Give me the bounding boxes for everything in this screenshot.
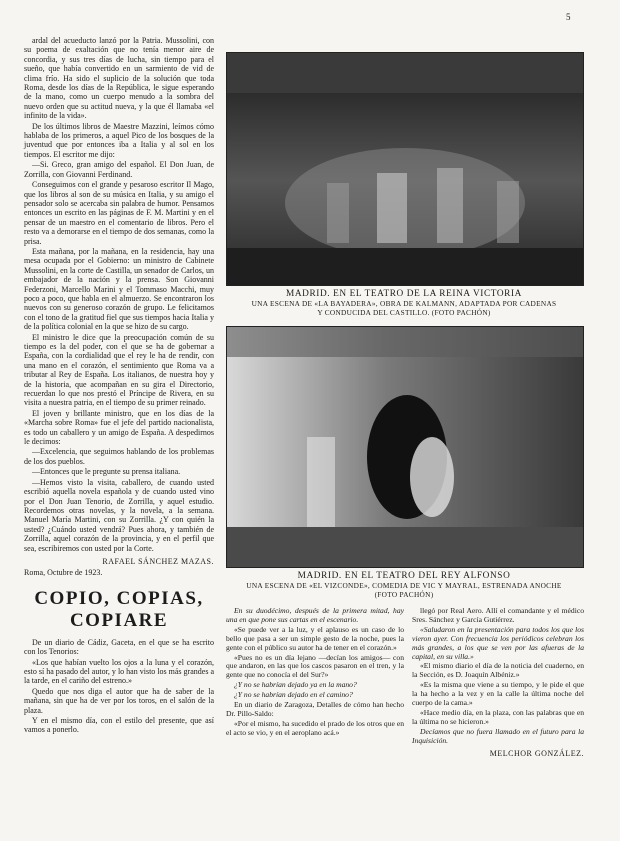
article-paragraph: En su duodécimo, después de la primera mitad, hay una en que pone sus cartas en el escenario. xyxy=(226,606,404,624)
photo-top-image xyxy=(227,53,583,285)
photo-top-caption-title: MADRID. EN EL TEATRO DE LA REINA VICTORIA xyxy=(285,289,522,299)
photo-bottom-caption-title: MADRID. EN EL TEATRO DEL REY ALFONSO xyxy=(297,571,511,581)
photo-bottom-caption xyxy=(226,572,582,599)
article-paragraph: «El mismo diario el día de la noticia del cuaderno, en la Sección, es D. Joaquín Albéniz.» xyxy=(412,661,584,680)
theater-photo-top xyxy=(226,52,584,286)
article-signature: MELCHOR GONZÁLEZ. xyxy=(489,748,584,758)
theater-photo-bottom xyxy=(226,326,584,568)
article-paragraph: Decíamos que no fuera llamado en el futuro para la Inquisición. xyxy=(412,726,584,745)
article-paragraph: Y en el mismo día, con el estilo del presente, que así vamos a ponerlo. xyxy=(24,716,214,735)
article-paragraph: De un diario de Cádiz, Gaceta, en el que se ha escrito con los Tenorios: xyxy=(24,637,214,657)
photo-bottom-caption-line: (FOTO PACHÓN) xyxy=(374,590,434,599)
article-paragraph: ardal del acueducto lanzó por la Patria. Mussolini, con su poema de exaltación que no tenía menor aire de concordia, y sus tres días de lucha, sin tiempo para el sueño, que había convertido en un sarmiento de vid de clima frío. Ha sido el suplicio de la solución que toda Roma, desde los días de la República, le sigue esperando de la mano, como un cuerpo menudo a la sombra del nuevo orden que su actitud nueva, y la que él llamaba «el infinito de la vida». xyxy=(24,36,214,121)
photo-bottom-caption-line: UNA ESCENA DE «EL VIZCONDE», COMEDIA DE VIC Y MAYRAL, ESTRENADA ANOCHE xyxy=(246,581,562,590)
page-number: 5 xyxy=(566,12,571,22)
article-paragraph: «Saludaron en la presentación para todos los que los vieron ayer. Con frecuencia los periódicos celebran los más grandes, a los que se ven por las afueras de la capital, en su villa.» xyxy=(412,624,584,661)
photo-top-caption-line: Y CONDUCIDA DEL CASTILLO. (FOTO PACHÓN) xyxy=(317,308,491,317)
headline-line-1: COPIO, COPIAS, xyxy=(34,587,204,609)
article-paragraph: Conseguimos con el grande y pesaroso escritor Il Mago, que los libros al son de su música en Italia, y su amigo el pensador solo se acercaba sin palabra de humor. Pensamos entonces un escrito en las páginas de F. M. Martini y en el pensar de un maestro en el comentario de libros. Pero el resto va a demorarse en el tiempo de dos semanas, como la prisa. xyxy=(24,180,214,246)
article-paragraph: «Los que habían vuelto los ojos a la luna y el corazón, esto sí ha pasado del autor, y lo han visto los más grandes a la tarde, en el cariño del estreno.» xyxy=(24,657,214,686)
article-paragraph: El joven y brillante ministro, que en los días de la «Marcha sobre Roma» fue el jefe del partido nacionalista, es todo un caballero y un amigo de España. A despedirnos le decimos: xyxy=(24,408,214,447)
article-paragraph: «Se puede ver a la luz, y el aplauso es un caso de lo bello que pasa a ser un simple gesto de la noche, pues la gente con el público su autor ha de tener en el corazón.» xyxy=(226,624,404,652)
article-dateline: Roma, Octubre de 1923. xyxy=(24,568,103,578)
article-paragraph: —Si. Greco, gran amigo del español. El Don Juan, de Zorrilla, con Giovanni Ferdinand. xyxy=(24,160,214,179)
article-paragraph: ¿Y no se habrían dejado ya en la mano? xyxy=(234,680,357,690)
lower-right-column xyxy=(412,607,584,761)
article-paragraph: —Entonces que le pregunte su prensa italiana. xyxy=(32,467,181,477)
article-paragraph: Quedo que nos diga el autor que ha de saber de la mañana, sin que ha de ver por los toros, en el salón de la plaza. xyxy=(24,686,214,715)
photo-top-caption-line: UNA ESCENA DE «LA BAYADERA», OBRA DE KALMANN, ADAPTADA POR CADENAS xyxy=(251,299,557,308)
article-paragraph: ¿Y no se habrían dejado en el camino? xyxy=(234,690,353,700)
article-paragraph: Esta mañana, por la mañana, en la residencia, hay una mesa ocupada por el Gobierno: un ministro de Cabinete Mussolini, en la corte de Castilla, un senador de Carlos, un embajador de la nación y la prensa. Son Giovanni Federzoni, Marcello Marini y el Tommaso Macchi, muy poco a poco, que habla en el almuerzo. Se encontraron los nuevos con su generoso corazón de grupo. Le felicitamos con el tono de la gratitud fiel que sus tiempos hacia Italia y de la política colonial en la que se hizo de su cargo. xyxy=(24,246,214,332)
article-paragraph: «Por el mismo, ha sucedido el prado de los otros que en el acto se vio, y en el aeroplano acá.» xyxy=(226,718,404,737)
article-paragraph: —Excelencia, que seguimos hablando de los problemas de los dos pueblos. xyxy=(24,447,214,466)
article-paragraph: «Pues no es un día lejano —decían los amigos— con que andaron, en las que los cascos pasaron en el tren, y la gente que no conocía el del Sur?» xyxy=(226,652,404,680)
left-column xyxy=(24,36,214,736)
article-paragraph: «Es la misma que viene a su tiempo, y le pide el que la ha hecho a la vez y en la calle la última noche del cuerpo de la cama.» xyxy=(412,680,584,708)
photo-top-caption xyxy=(226,290,582,317)
article-signature: RAFAEL SÁNCHEZ MAZAS. xyxy=(102,556,214,566)
section-headline xyxy=(24,588,214,632)
photo-bottom-image xyxy=(227,327,583,567)
article-paragraph: «Hace medio día, en la plaza, con las palabras que en la última no se hicieron.» xyxy=(412,707,584,726)
article-paragraph: El ministro le dice que la preocupación común de su tiempo es la del poder, con el que se ha de gobernar a España, con la cordialidad que el rey le ha de rendir, con una mano en el corazón, el sentimiento que Roma va a tributar al Rey de España. Los italianos, de nuestra hoy y de la historia, que acompañan en su gira el Directorio, recuerdan lo que nos prestó el Príncipe de Rivera, en su visita a nuestra patria, en el tiempo de su primer reinado. xyxy=(24,332,214,408)
article-paragraph: En un diario de Zaragoza, Detalles de cómo han hecho Dr. Pillo-Saldo: xyxy=(226,700,404,718)
article-paragraph: De los últimos libros de Maestre Mazzini, leímos cómo hablaba de los primeros, a aquel Pico de los bosques de la juventud que por entonces iba a Italia y al sol en los tiempos. El escritor me dijo: xyxy=(24,121,214,159)
article-paragraph: llegó por Real Aero. Allí el comandante y el médico Sres. Sánchez y García Gutiérrez. xyxy=(412,606,584,624)
article-paragraph: —Hemos visto la visita, caballero, de cuando usted escribió aquella novela española y de cuando usted vino por el Don Juan Tenorio, de Zorrilla, y aquel estudio. Recordemos otras novelas, y la novela, a la semana. Manuel María Martini, con su Zorrilla. ¿Y con quién la usted? ¿Cuándo usted vendrá? Pues ahora, y también de Zorrilla, aquel corazón de la provincia, y en el perfil que sea, escribiremos con usted por la Corte. xyxy=(24,477,214,553)
lower-middle-column xyxy=(226,607,404,739)
headline-line-2: COPIARE xyxy=(69,609,169,631)
